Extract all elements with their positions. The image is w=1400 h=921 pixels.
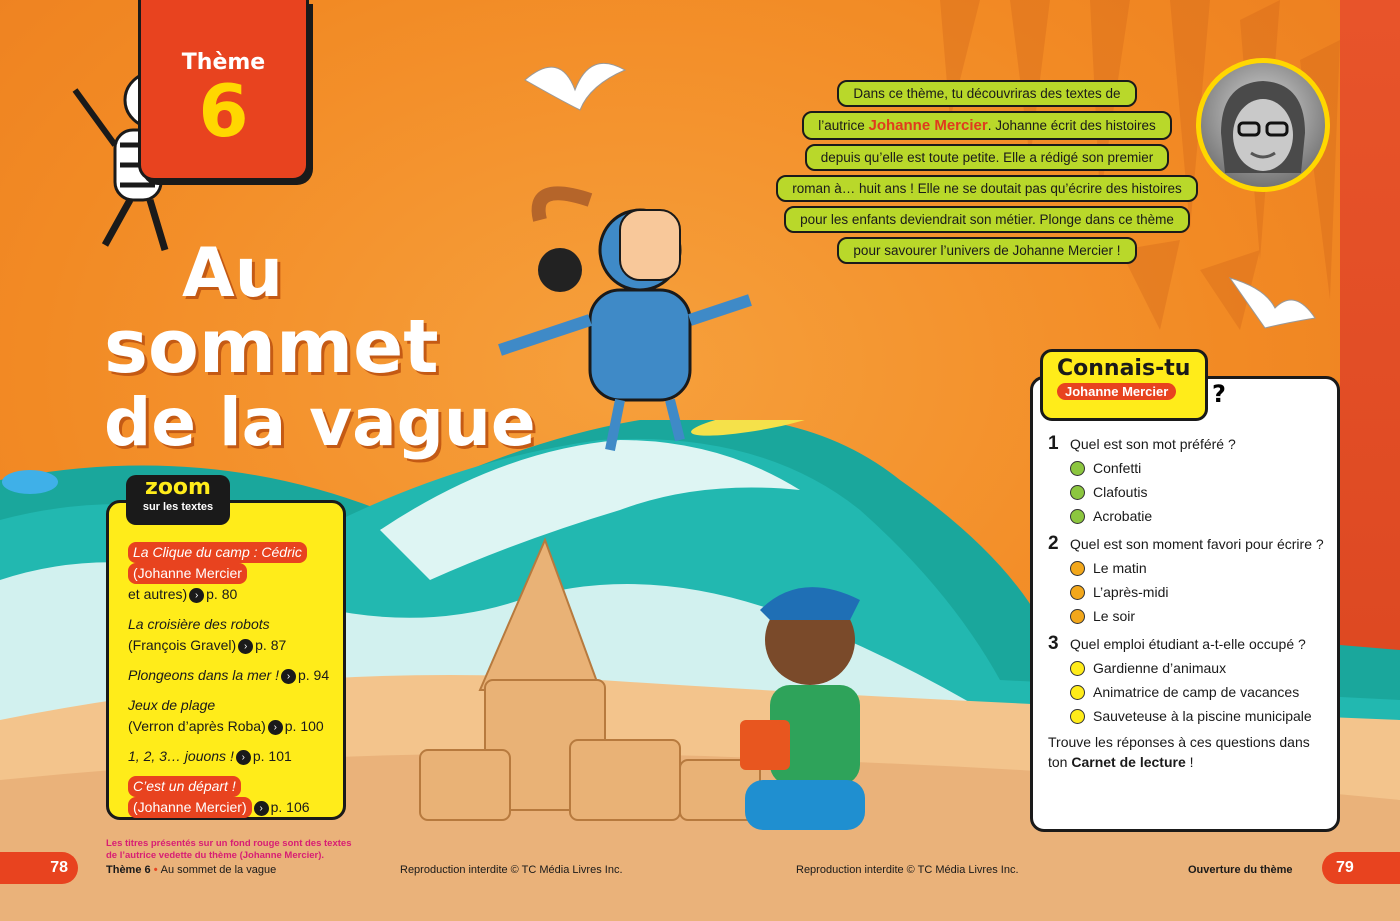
option-label: Clafoutis [1093,484,1148,500]
option-label: Le matin [1093,560,1147,576]
question-number: 3 [1048,633,1059,654]
footnote-line: de l’autrice vedette du thème (Johanne Mercier). [106,850,325,861]
intro-line [802,111,1172,140]
quiz-outro [1048,732,1330,772]
answer-option[interactable] [1070,706,1330,726]
text-author: et autres) [128,586,188,602]
question [1048,434,1330,454]
arrow-right-icon: › [238,639,253,654]
author-photo [1196,58,1330,192]
text-title: 1, 2, 3… jouons ! [128,748,234,764]
title-line-1: Au [182,234,284,313]
theme-badge [138,0,309,181]
option-label: L’après-midi [1093,584,1169,600]
arrow-right-icon: › [236,750,251,765]
intro-line: Dans ce thème, tu découvriras des textes de [837,80,1136,107]
answer-option[interactable] [1070,682,1330,702]
page-number-right: 79 [1322,852,1400,884]
list-item[interactable] [128,542,343,605]
text-title: Jeux de plage [128,697,216,713]
arrow-right-icon: › [189,588,204,603]
arrow-right-icon: › [268,720,283,735]
quiz-body [1048,434,1330,772]
quiz-title-box [1040,349,1208,421]
footnote [106,838,351,862]
page-title [104,234,536,461]
answer-option[interactable] [1070,506,1330,526]
text-author: (Verron d’après Roba) [128,718,266,734]
list-item[interactable] [128,614,343,656]
question-text: Quel emploi étudiant a-t-elle occupé ? [1070,636,1306,652]
page-ref: p. 106 [270,799,310,815]
outro-bold: Carnet de lecture [1071,754,1186,770]
answer-option[interactable] [1070,606,1330,626]
list-item[interactable] [128,665,343,686]
list-item[interactable] [128,776,343,818]
option-radio[interactable] [1070,485,1085,500]
text-title: Plongeons dans la mer ! [128,667,279,683]
option-radio[interactable] [1070,609,1085,624]
question-number: 2 [1048,533,1059,554]
option-radio[interactable] [1070,461,1085,476]
option-radio[interactable] [1070,509,1085,524]
title-line-3: de la vague [104,384,536,461]
intro-line: roman à… huit ans ! Elle ne se doutait pas qu’écrire des histoires [776,175,1197,202]
intro-text: l’autrice [818,118,869,133]
page-number-left: 78 [0,852,78,884]
answer-option[interactable] [1070,558,1330,578]
list-item[interactable] [128,695,343,737]
text-title: La croisière des robots [128,616,270,632]
text-title: La Clique du camp : Cédric [128,542,307,563]
answer-option[interactable] [1070,658,1330,678]
option-label: Le soir [1093,608,1136,624]
quiz-title: Connais-tu [1057,356,1191,381]
outro-text: Trouve les réponses à ces questions dans ton [1048,734,1310,770]
option-label: Acrobatie [1093,508,1153,524]
option-radio[interactable] [1070,709,1085,724]
intro-line: depuis qu’elle est toute petite. Elle a rédigé son premier [805,144,1169,171]
page-ref: p. 100 [284,718,324,734]
outro-text: ! [1185,754,1194,770]
page-ref: p. 80 [206,586,238,602]
arrow-right-icon: › [281,669,296,684]
option-label: Confetti [1093,460,1142,476]
arrow-right-icon: › [254,801,269,816]
question-text: Quel est son mot préféré ? [1070,436,1236,452]
option-label: Sauveteuse à la piscine municipale [1093,708,1312,724]
answer-option[interactable] [1070,482,1330,502]
answer-option[interactable] [1070,458,1330,478]
question-mark: ? [1212,380,1226,408]
zoom-text-list [128,542,343,827]
footer-copyright-left: Reproduction interdite © TC Média Livres Inc. [400,864,623,876]
page-ref: p. 101 [252,748,292,764]
answer-option[interactable] [1070,582,1330,602]
footer-theme-label: Thème 6 • Au sommet de la vague [106,864,277,876]
question-text: Quel est son moment favori pour écrire ? [1070,536,1324,552]
footer-section: Ouverture du thème [1188,864,1293,876]
author-name: Johanne Mercier [868,117,988,134]
seagull-icon [520,50,630,130]
page-ref: p. 87 [255,637,287,653]
text-author: (Johanne Mercier) [128,797,252,818]
option-label: Animatrice de camp de vacances [1093,684,1300,700]
option-label: Gardienne d’animaux [1093,660,1227,676]
footer-theme: Thème 6 [106,864,151,876]
intro-text: . Johanne écrit des histoires [987,118,1156,133]
zoom-logo-text: zoom [145,475,211,500]
footer-copyright-right: Reproduction interdite © TC Média Livres Inc. [796,864,1019,876]
footnote-line: Les titres présentés sur un fond rouge sont des textes [106,838,352,849]
footer-theme-title: Au sommet de la vague [160,864,277,876]
fish-icon [0,462,70,502]
zoom-subtitle: sur les textes [142,501,214,513]
text-author: (Johanne Mercier [128,563,247,584]
zoom-logo [126,475,230,525]
intro-bubble [754,80,1220,268]
page-ref: p. 94 [297,667,330,683]
seagull-icon [1225,268,1320,338]
theme-number: 6 [198,69,249,153]
option-radio[interactable] [1070,661,1085,676]
list-item[interactable] [128,746,343,767]
title-line-2: sommet [104,304,439,390]
question-number: 1 [1048,433,1059,454]
question [1048,634,1330,654]
option-radio[interactable] [1070,685,1085,700]
quiz-author-name: Johanne Mercier [1057,383,1176,400]
option-radio[interactable] [1070,585,1085,600]
intro-line: pour les enfants deviendrait son métier. Plonge dans ce thème [784,206,1190,233]
option-radio[interactable] [1070,561,1085,576]
question [1048,534,1330,554]
text-title: C’est un départ ! [128,776,241,797]
text-author: (François Gravel) [128,637,237,653]
theme-label: Thème [181,50,266,75]
intro-line: pour savourer l’univers de Johanne Mercier ! [837,237,1136,264]
